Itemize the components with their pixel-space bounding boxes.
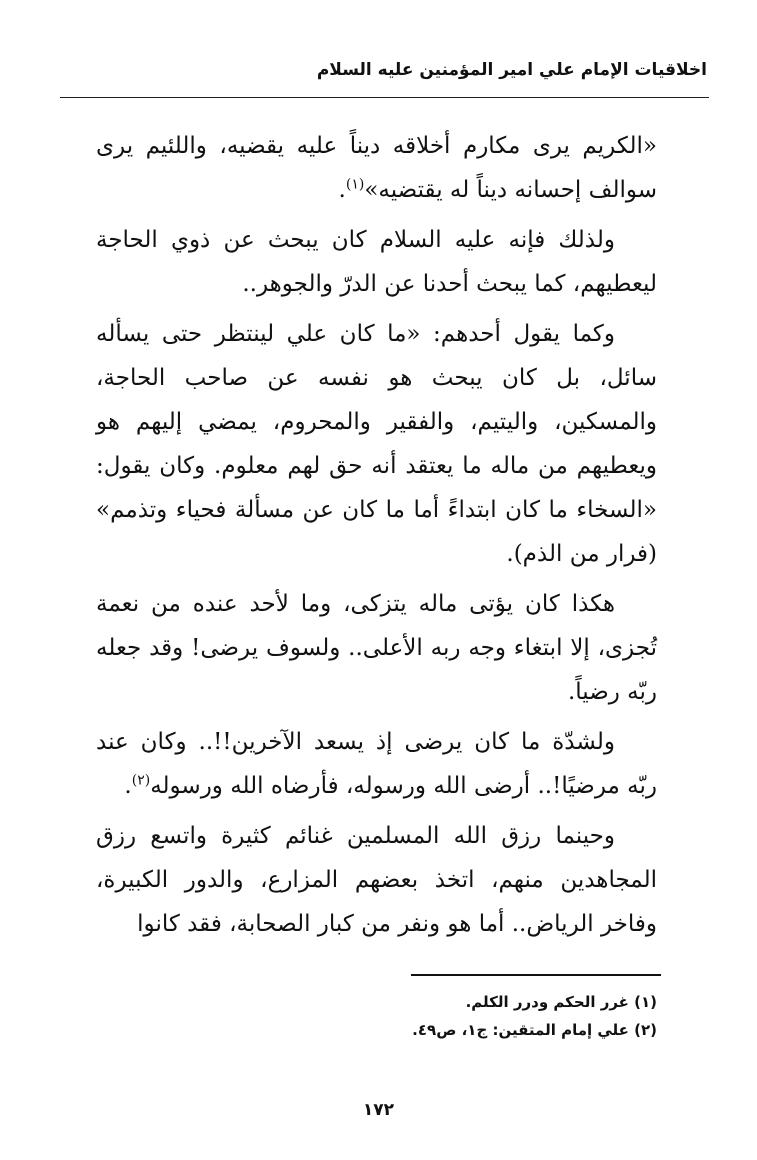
paragraph-text: وحينما رزق الله المسلمين غنائم كثيرة واتسع رزق المجاهدين منهم، اتخذ بعضهم المزارع، والدور الكبيرة، وفاخر الرياض.. أما هو ونفر من كبار الصحابة، فقد كانوا (96, 823, 657, 937)
paragraph (96, 582, 657, 714)
paragraph-tail: . (124, 773, 132, 799)
footnote: (١) غرر الحكم ودرر الكلم. (465, 993, 657, 1011)
footnote-divider (411, 974, 661, 976)
paragraph-tail: . (338, 177, 346, 203)
footnote-reference: (٢) (131, 772, 151, 789)
paragraph-text: «الكريم يرى مكارم أخلاقه ديناً عليه يقضيه، واللئيم يرى سوالف إحسانه ديناً له يقتضيه» (96, 133, 657, 203)
paragraph (96, 814, 657, 946)
footnotes (96, 988, 657, 1044)
body-text (96, 124, 657, 946)
paragraph (96, 312, 657, 576)
paragraph-text: ولذلك فإنه عليه السلام كان يبحث عن ذوي الحاجة ليعطيهم، كما يبحث أحدنا عن الدرّ والجوهر.. (96, 227, 657, 297)
paragraph-text: ولشدّة ما كان يرضى إذ يسعد الآخرين!!.. وكان عند ربّه مرضيًا!.. أرضى الله ورسوله، فأرضاه الله ورسوله (96, 729, 657, 799)
running-header: اخلاقيات الإمام علي امير المؤمنين عليه السلام (316, 60, 707, 80)
footnote-reference: (١) (345, 176, 365, 193)
paragraph (96, 218, 657, 306)
footnote: (٢) علي إمام المتقين: ج١، ص٤٩. (412, 1021, 657, 1039)
paragraph (96, 124, 657, 212)
paragraph-text: هكذا كان يؤتى ماله يتزكى، وما لأحد عنده من نعمة تُجزى، إلا ابتغاء وجه ربه الأعلى.. ولسوف يرضى! وقد جعله ربّه رضياً. (96, 591, 657, 705)
page-number: ١٧٢ (362, 1100, 395, 1120)
paragraph (96, 720, 657, 808)
header-divider (60, 97, 709, 98)
paragraph-text: وكما يقول أحدهم: «ما كان علي لينتظر حتى يسأله سائل، بل كان يبحث هو نفسه عن صاحب الحاجة، والمسكين، واليتيم، والفقير والمحروم، يمضي إليهم هو ويعطيهم من ماله ما يعتقد أنه حق لهم معلوم. وكان يقول: «السخاء ما كان ابتداءً أما ما كان عن مسألة فحياء وتذمم» (فرار من الذم). (96, 321, 657, 567)
